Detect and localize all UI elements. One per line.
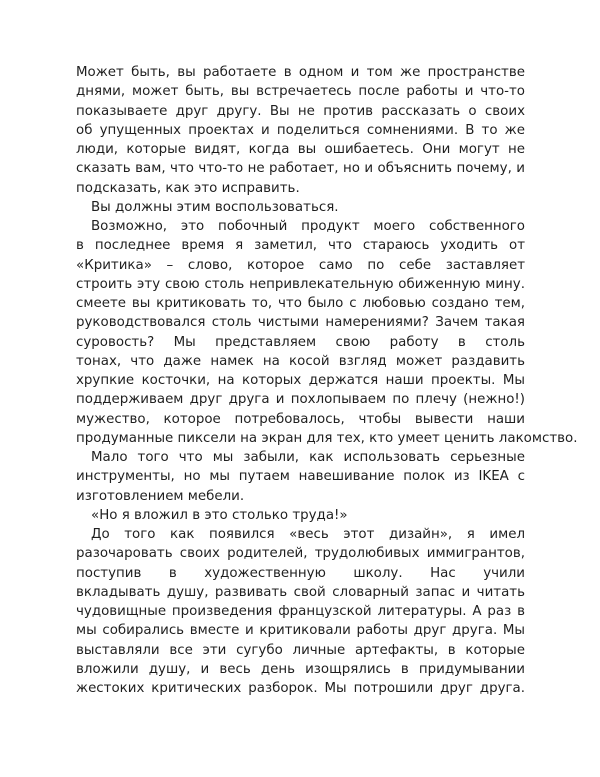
text-line: люди, которые видят, когда вы ошибаетесь. Они могут не — [76, 142, 525, 157]
text-line: подсказать, как это исправить. — [76, 180, 300, 196]
text-line: мы собирались вместе и критиковали работы друг друга. Мы — [76, 623, 525, 639]
paragraph — [76, 506, 525, 525]
paragraph — [76, 525, 525, 698]
text-line: «Критика» – слово, которое само по себе заставляет — [76, 257, 525, 273]
text-line: вложили душу, и весь день изощрялись в придумывании — [76, 661, 525, 677]
paragraph — [76, 217, 578, 448]
paragraph — [76, 198, 525, 217]
text-line: продуманные пиксели на экран для тех, кто умеет ценить лакомство. — [76, 430, 578, 446]
text-line: выставляли все эти сугубо личные артефакты, в которые — [76, 642, 525, 658]
text-line: показываете друг другу. Вы не против рассказать о своих — [76, 103, 525, 119]
text-line: сказать вам, что что-то не работает, но и объяснить почему, и — [76, 161, 525, 177]
text-line: инструменты, но мы путаем навешивание полок из IKEA с — [76, 469, 525, 485]
text-line: Может быть, вы работаете в одном и том же пространстве — [76, 65, 525, 80]
text-line: вкладывать душу, развивать свой словарный запас и читать — [76, 584, 525, 600]
text-line: хрупкие косточки, на которых держатся наши проекты. Мы — [76, 373, 525, 388]
text-line: об упущенных проектах и поделиться сомнениями. В то же — [76, 122, 525, 138]
paragraph — [76, 448, 525, 506]
text-line: Возможно, это побочный продукт моего собственного — [91, 219, 525, 234]
text-line: разочаровать своих родителей, трудолюбивых иммигрантов, — [76, 546, 525, 562]
text-line: тонах, что даже намек на косой взгляд может раздавить — [76, 353, 525, 369]
text-line: поступив в художественную школу. Нас учили — [76, 565, 525, 581]
paragraph — [76, 63, 525, 198]
text-line: в последнее время я заметил, что стараюсь уходить от — [76, 238, 525, 254]
text-line: мужество, которое потребовалось, чтобы вывести наши — [76, 411, 525, 427]
text-line: руководствовался столь чистыми намерениями? Зачем такая — [76, 315, 525, 331]
text-line: поддерживаем друг друга и похлопываем по плечу (нежно!) — [76, 392, 525, 408]
document-page — [76, 63, 578, 698]
text-line: «Но я вложил в это столько труда!» — [91, 507, 348, 523]
text-line: чудовищные произведения французской литературы. А раз в — [76, 604, 525, 619]
text-line: строить эту свою столь непривлекательную обиженную мину. — [76, 276, 525, 292]
text-line: До того как появился «весь этот дизайн», я имел — [91, 527, 525, 542]
text-line: днями, может быть, вы встречаетесь после работы и что-то — [76, 84, 525, 100]
text-line: Мало того что мы забыли, как использовать серьезные — [91, 450, 525, 465]
text-line: изготовлением мебели. — [76, 488, 245, 504]
text-line: суровость? Мы представляем свою работу в столь — [76, 334, 525, 350]
text-line: Вы должны этим воспользоваться. — [91, 199, 339, 215]
text-line: смеете вы критиковать то, что было с любовью создано тем, — [76, 296, 525, 311]
text-line: жестоких критических разборок. Мы потрошили друг друга. — [76, 681, 525, 696]
